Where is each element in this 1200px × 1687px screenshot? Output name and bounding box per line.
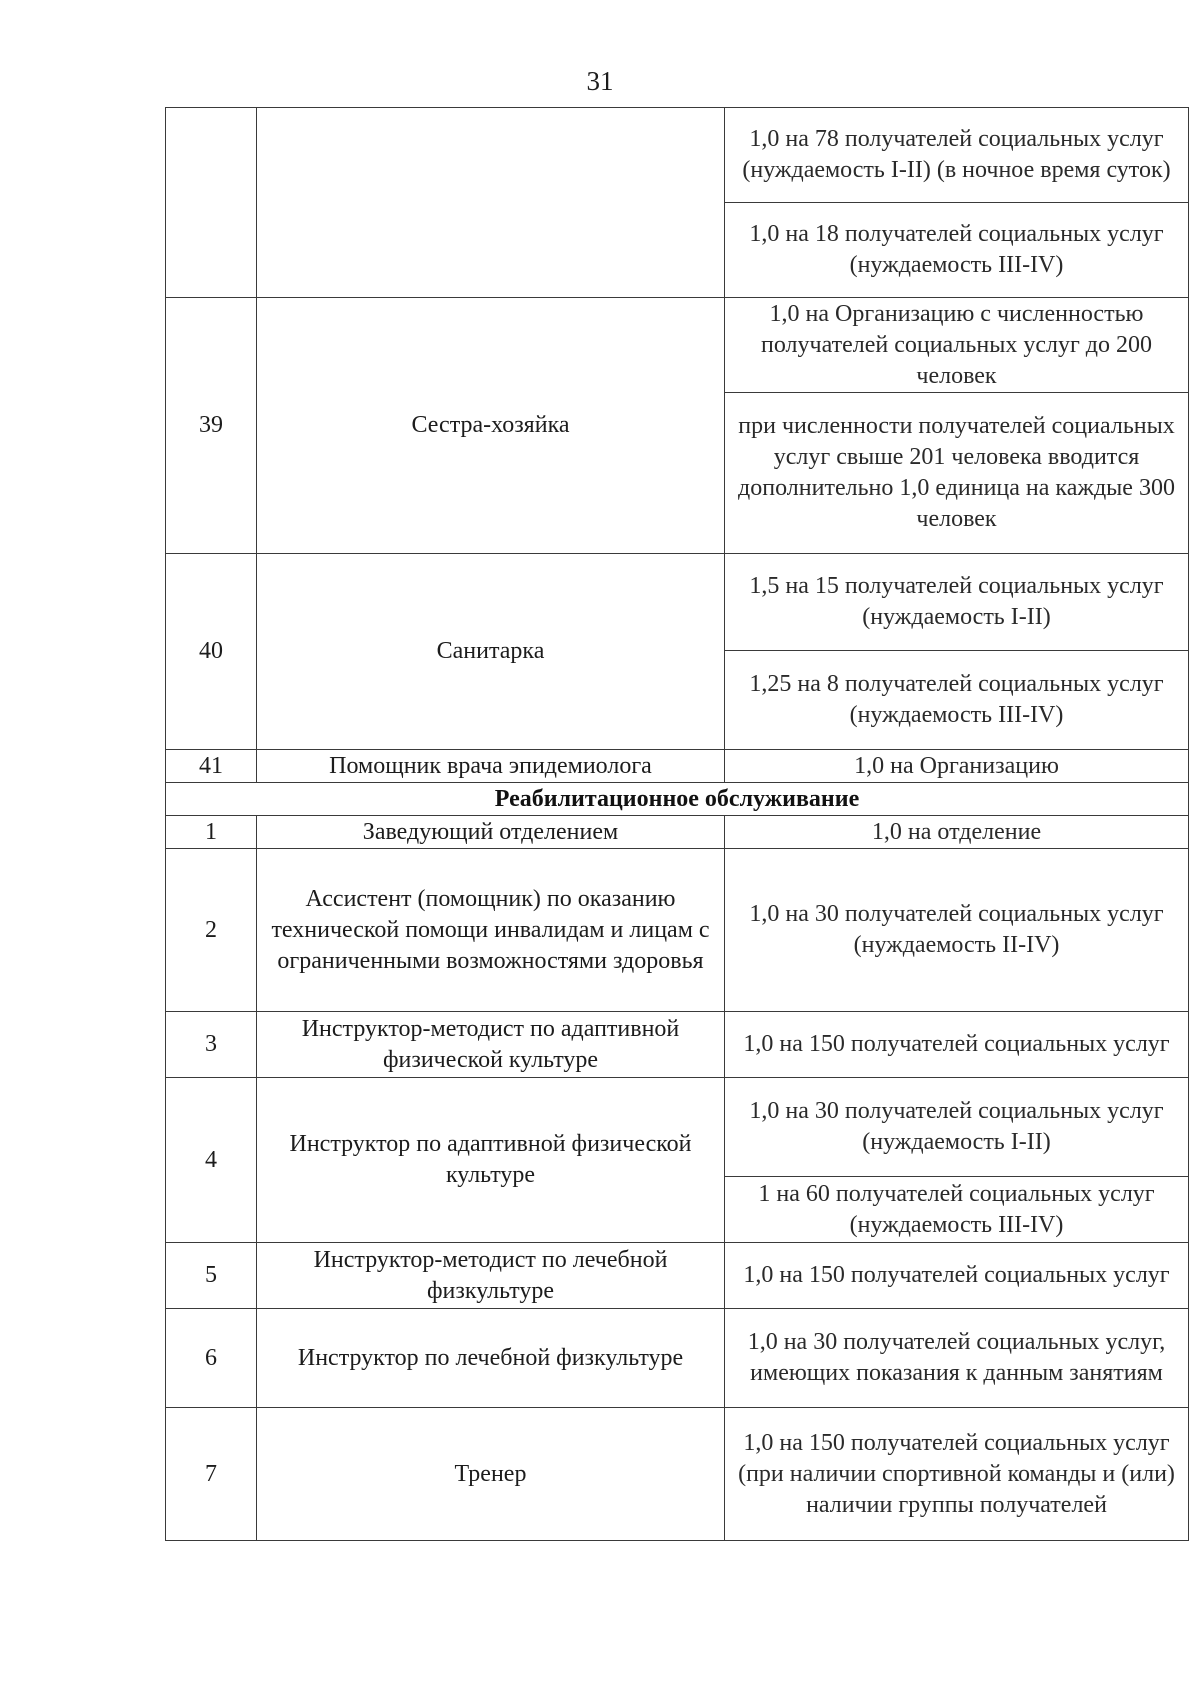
position-title: Инструктор по адаптивной физической культуре	[257, 1078, 725, 1243]
table-row	[166, 554, 1189, 651]
table-row	[166, 1243, 1189, 1309]
section-heading-row	[166, 783, 1189, 816]
table-row	[166, 1309, 1189, 1408]
staffing-norm: 1,0 на отделение	[725, 816, 1189, 849]
staffing-table	[165, 107, 1189, 1541]
staffing-norm: при численности получателей социальных услуг свыше 201 человека вводится дополнительно 1,0 единица на каждые 300 человек	[725, 393, 1189, 554]
staffing-norm: 1,0 на 150 получателей социальных услуг (при наличии спортивной команды и (или) наличии группы получателей	[725, 1408, 1189, 1541]
position-title: Санитарка	[257, 554, 725, 750]
staffing-norm: 1,0 на 18 получателей социальных услуг (нуждаемость III-IV)	[725, 203, 1189, 298]
staffing-norm: 1,0 на 30 получателей социальных услуг, имеющих показания к данным занятиям	[725, 1309, 1189, 1408]
staffing-norm: 1,0 на Организацию	[725, 750, 1189, 783]
table-row	[166, 816, 1189, 849]
row-number	[166, 108, 257, 298]
row-number: 1	[166, 816, 257, 849]
position-title: Сестра-хозяйка	[257, 298, 725, 554]
row-number: 40	[166, 554, 257, 750]
table-row	[166, 849, 1189, 1012]
row-number: 4	[166, 1078, 257, 1243]
table-row	[166, 1408, 1189, 1541]
staffing-norm: 1,0 на 150 получателей социальных услуг	[725, 1012, 1189, 1078]
staffing-norm: 1,25 на 8 получателей социальных услуг (нуждаемость III-IV)	[725, 651, 1189, 750]
position-title: Тренер	[257, 1408, 725, 1541]
staffing-norm: 1 на 60 получателей социальных услуг (нуждаемость III-IV)	[725, 1177, 1189, 1243]
position-title: Инструктор-методист по лечебной физкультуре	[257, 1243, 725, 1309]
table-row	[166, 750, 1189, 783]
row-number: 41	[166, 750, 257, 783]
staffing-norm: 1,0 на 78 получателей социальных услуг (нуждаемость I-II) (в ночное время суток)	[725, 108, 1189, 203]
table-row	[166, 1012, 1189, 1078]
staffing-norm: 1,5 на 15 получателей социальных услуг (нуждаемость I-II)	[725, 554, 1189, 651]
table-row	[166, 298, 1189, 393]
table-row	[166, 108, 1189, 203]
row-number: 5	[166, 1243, 257, 1309]
staffing-norm: 1,0 на 150 получателей социальных услуг	[725, 1243, 1189, 1309]
staffing-norm: 1,0 на Организацию с численностью получателей социальных услуг до 200 человек	[725, 298, 1189, 393]
position-title: Помощник врача эпидемиолога	[257, 750, 725, 783]
position-title	[257, 108, 725, 298]
staffing-norm: 1,0 на 30 получателей социальных услуг (нуждаемость I-II)	[725, 1078, 1189, 1177]
position-title: Ассистент (помощник) по оказанию технической помощи инвалидам и лицам с ограниченными возможностями здоровья	[257, 849, 725, 1012]
position-title: Инструктор-методист по адаптивной физической культуре	[257, 1012, 725, 1078]
page-number: 31	[586, 66, 614, 96]
table-row	[166, 1078, 1189, 1177]
row-number: 6	[166, 1309, 257, 1408]
position-title: Заведующий отделением	[257, 816, 725, 849]
section-title: Реабилитационное обслуживание	[166, 783, 1189, 816]
row-number: 3	[166, 1012, 257, 1078]
staffing-norm: 1,0 на 30 получателей социальных услуг (нуждаемость II-IV)	[725, 849, 1189, 1012]
position-title: Инструктор по лечебной физкультуре	[257, 1309, 725, 1408]
row-number: 2	[166, 849, 257, 1012]
row-number: 39	[166, 298, 257, 554]
row-number: 7	[166, 1408, 257, 1541]
